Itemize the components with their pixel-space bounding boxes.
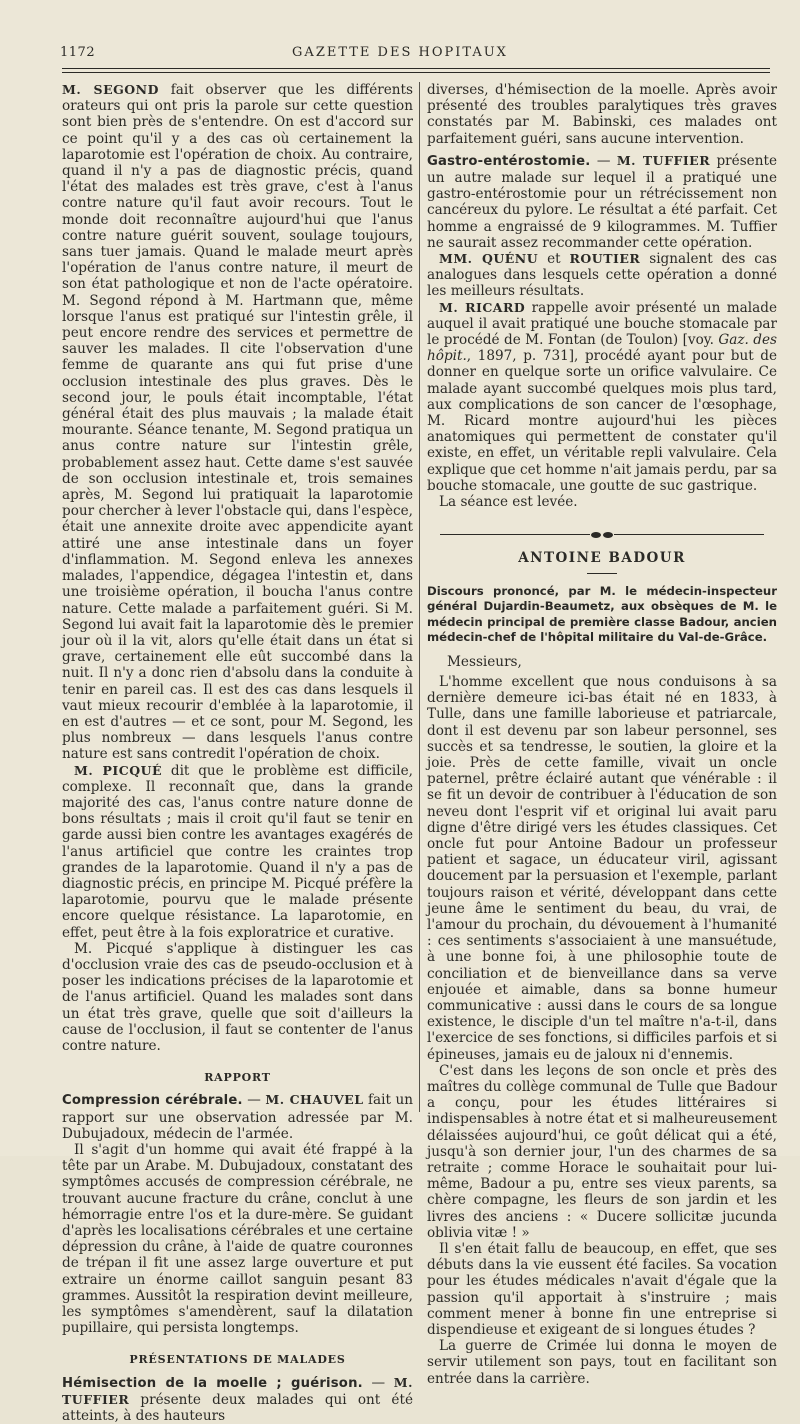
run-in-heading: Gastro-entérostomie. bbox=[427, 153, 591, 169]
paragraph-text: fait un rapport sur une observation adressée par M. Dubujadoux, médecin de l'armée. bbox=[62, 1092, 413, 1142]
speaker-name: M. TUFFIER bbox=[62, 1374, 413, 1407]
paragraph bbox=[62, 82, 413, 763]
paragraph: diverses, d'hémisection de la moelle. Après avoir présenté des troubles paralytiques très graves constatés par M. Babinski, ces malades ont parfaitement guéri, sans aucune intervention. bbox=[427, 82, 777, 147]
paragraph: C'est dans les leçons de son oncle et près des maîtres du collège communal de Tulle que Badour a conçu, pour les études littéraires si indispensables à notre état et si malheureusement délaissées aujourd'hui, ce goût délicat qui a été, jusqu'à son dernier jour, l'un des charmes de sa retraite ; comme Horace le souhaitait pour lui-même, Badour a pu, entre ses vieux parents, sa chère compagne, les fleurs de son jardin et les livres des anciens : « Ducere sollicitæ jucunda oblivia vitæ ! » bbox=[427, 1062, 777, 1241]
paragraph: Il s'agit d'un homme qui avait été frappé à la tête par un Arabe. M. Dubujadoux, constatant des symptômes accusés de compression cérébrale, ne trouvant aucune fracture du crâne, conclut à une hémorragie entre l'os et la dure-mère. Se guidant d'après les localisations cérébrales et une certaine dépression du crâne, à l'aide de quatre couronnes de trépan il fit une assez large ouverture et put extraire un énorme caillot sanguin pesant 83 grammes. Aussitôt la respiration devint meilleure, les symptômes s'amendèrent, sauf la dilatation pupillaire, qui persista longtemps. bbox=[62, 1142, 413, 1337]
paragraph-text: fait observer que les différents orateurs qui ont pris la parole sur cette question sont bien près de s'entendre. On est d'accord sur ce point qu'il y a des cas où certainement la laparotomie est l'opération de choix. Au contraire, quand il n'y a pas de diagnostic précis, quand l'état des malades est très grave, c'est à l'anus contre nature qu'il faut avoir recours. Tout le monde doit reconnaître aujourd'hui que l'anus contre nature guérit souvent, soulage toujours, sans tuer jamais. Quand le malade meurt après l'opération de l'anus contre nature, il meurt de son état pathologique et non de l'acte opératoire. M. Segond répond à M. Hartmann que, même lorsque l'anus est pratiqué sur l'intestin grêle, il peut encore rendre des services et permettre de sauver les malades. Il cite l'observation d'une femme de quarante ans qui fut prise d'une occlusion intestinale des plus graves. Dès le second jour, le pouls était incomptable, l'état général était des plus mauvais ; la malade était mourante. Séance tenante, M. Segond pratiqua un anus contre nature sur l'intestin grêle, probablement assez haut. Cette dame s'est sauvée de son occlusion intestinale et, trois semaines après, M. Segond lui pratiquait la laparotomie pour chercher à lever l'obstacle qui, dans l'espèce, était une annexite droite avec appendicite ayant attiré une anse intestinale dans un foyer d'inflammation. M. Segond enleva les annexes malades, l'appendice, dégagea l'intestin et, dans une troisième opération, il boucha l'anus contre nature. Cette malade a parfaitement guéri. Si M. Segond lui avait fait la laparotomie dès le premier jour où il la vit, alors qu'elle était dans un état si grave, certainement elle eût succombé dans la nuit. Il n'y a donc rien d'absolu dans la conduite à tenir en pareil cas. Il est des cas dans lesquels il vaut mieux recourir d'emblée à la laparotomie, il en est d'autres — et ce sont, pour M. Segond, les plus nombreux — dans lesquels l'anus contre nature est sans contredit l'opération de choix. bbox=[62, 82, 413, 763]
page-title: GAZETTE DES HOPITAUX bbox=[292, 45, 508, 60]
section-ornament bbox=[427, 526, 777, 542]
header-rule-thin bbox=[62, 72, 770, 73]
citation: Gaz. des hôpit. bbox=[427, 332, 777, 365]
paragraph bbox=[62, 763, 413, 941]
speaker-name: MM. QUÉNU bbox=[439, 251, 539, 267]
salutation: Messieurs, bbox=[447, 653, 522, 670]
paragraph: Il s'en était fallu de beaucoup, en effet, que ses débuts dans la vie eussent été faciles. Sa vocation pour les études médicales n'avait d'égale que la passion qu'il apportait à s'instruire ; mais comment mener à bonne fin une entreprise si dispendieuse et exigeant de si longues études ? bbox=[427, 1241, 777, 1339]
paragraph: MM. QUÉNU et ROUTIER signalent des cas analogues dans lesquels cette opération a donné les meilleurs résultats. bbox=[427, 251, 777, 300]
paragraph: M. Picqué s'applique à distinguer les cas d'occlusion vraie des cas de pseudo-occlusion et à poser les indications précises de la laparotomie et de l'anus artificiel. Quand les malades sont dans un état très grave, quelle que soit d'ailleurs la cause de l'occlusion, il faut se contenter de l'anus contre nature. bbox=[62, 940, 413, 1054]
speaker-name: M. PICQUÉ bbox=[74, 762, 163, 778]
section-heading: RAPPORT bbox=[204, 1071, 271, 1085]
run-in-heading: Hémisection de la moelle ; guérison. bbox=[62, 1375, 363, 1391]
speaker-name: M. CHAUVEL bbox=[265, 1092, 364, 1108]
speaker-name: M. RICARD bbox=[439, 299, 526, 315]
run-in-heading: Compression cérébrale. bbox=[62, 1093, 243, 1109]
header-rule bbox=[62, 68, 770, 69]
paragraph-text: dit que le problème est difficile, complexe. Il reconnaît que, dans la grande majorité des cas, l'anus contre nature donne de bons résultats ; mais il croit qu'il faut se tenir en garde aussi bien contre les avantages exagérés de l'anus artificiel que contre les craintes trop grandes de la laparotomie. Quand il n'y a pas de diagnostic précis, en principe M. Picqué préfère la laparotomie, pourvu que le malade présente encore quelque résistance. La laparotomie, en effet, peut être à la fois exploratrice et curative. bbox=[62, 762, 413, 941]
speaker-name: M. TUFFIER bbox=[616, 152, 711, 168]
paragraph: Hémisection de la moelle ; guérison. — M. TUFFIER présente deux malades qui ont été atteints, à des hauteurs bbox=[62, 1374, 413, 1424]
paragraph: La séance est levée. bbox=[439, 494, 578, 511]
paragraph-text: présente un autre malade sur lequel il a pratiqué une gastro-entérostomie pour un rétrécissement non cancéreux du pylore. Le résultat a été parfait. Cet homme a engraissé de 9 kilogrammes. M. Tuffier ne saurait assez recommander cette opération. bbox=[427, 152, 777, 251]
obituary-title: ANTOINE BADOUR bbox=[518, 550, 686, 567]
speech-heading: Discours prononcé, par M. le médecin-inspecteur général Dujardin-Beaumetz, aux obsèques de M. le médecin principal de première classe Badour, ancien médecin-chef de l'hôpital militaire du Val-de-Grâce. bbox=[427, 583, 777, 645]
speaker-name: ROUTIER bbox=[569, 251, 641, 267]
left-column bbox=[62, 82, 413, 1424]
section-heading: PRÉSENTATIONS DE MALADES bbox=[129, 1353, 346, 1367]
right-column bbox=[427, 82, 777, 1387]
paragraph: Gastro-entérostomie. — M. TUFFIER présente un autre malade sur lequel il a pratiqué une gastro-entérostomie pour un rétrécissement non cancéreux du pylore. Le résultat a été parfait. Cet homme a engraissé de 9 kilogrammes. M. Tuffier ne saurait assez recommander cette opération. bbox=[427, 152, 777, 251]
paragraph: Compression cérébrale. — M. CHAUVEL fait un rapport sur une observation adressée par M. Dubujadoux, médecin de l'armée. bbox=[62, 1092, 413, 1142]
speaker-name: M. SEGOND bbox=[62, 82, 159, 97]
page-number: 1172 bbox=[60, 45, 96, 60]
paragraph: M. RICARD rappelle avoir présenté un malade auquel il avait pratiqué une bouche stomacale par le procédé de M. Fontan (de Toulon) [voy. Gaz. des hôpit., 1897, p. 731], procédé ayant pour but de donner en quelque sorte un orifice valvulaire. Ce malade ayant succombé quelques mois plus tard, aux complications de son cancer de l'œsophage, M. Ricard montre aujourd'hui les pièces anatomiques qui permettent de constater qu'il existe, en effet, un véritable repli valvulaire. Cela explique que cet homme n'ait jamais perdu, par sa bouche stomacale, une goutte de suc gastrique. bbox=[427, 299, 777, 494]
paragraph: L'homme excellent que nous conduisons à sa dernière demeure ici-bas était né en 1833, à Tulle, dans une famille laborieuse et patriarcale, dont il est devenu par son labeur personnel, ses succès et sa tendresse, le soutien, la gloire et la joie. Près de cette famille, vivait un oncle paternel, prêtre éclairé autant que vénérable : il se fit un devoir de contribuer à l'éducation de son neveu dont l'esprit vif et original lui avait paru digne d'être dirigé vers les études classiques. Cet oncle fut pour Antoine Badour un professeur patient et sagace, un éducateur viril, agissant doucement par la persuasion et l'exemple, parlant toujours raison et vérité, développant dans cette jeune âme le sentiment du beau, du vrai, de l'amour du prochain, du dévouement à l'humanité : ces sentiments s'associaient à une mansuétude, à une bonne foi, à une philosophie toute de conciliation et de bienveillance dans sa verve enjouée et aimable, dans sa bonne humeur communicative : aussi dans le cours de sa longue existence, le disciple d'un tel maître n'a-t-il, dans l'exercice de ses fonctions, si difficiles parfois et si épineuses, jamais eu de jaloux ni d'ennemis. bbox=[427, 673, 777, 1063]
short-rule bbox=[587, 573, 617, 574]
paragraph-text: signalent des cas analogues dans lesquels cette opération a donné les meilleurs résultats. bbox=[427, 251, 777, 300]
paragraph: La guerre de Crimée lui donna le moyen de servir utilement son pays, tout en facilitant son entrée dans la carrière. bbox=[427, 1338, 777, 1387]
column-divider bbox=[419, 82, 420, 1112]
paragraph-text: présente deux malades qui ont été atteints, à des hauteurs bbox=[62, 1391, 413, 1424]
